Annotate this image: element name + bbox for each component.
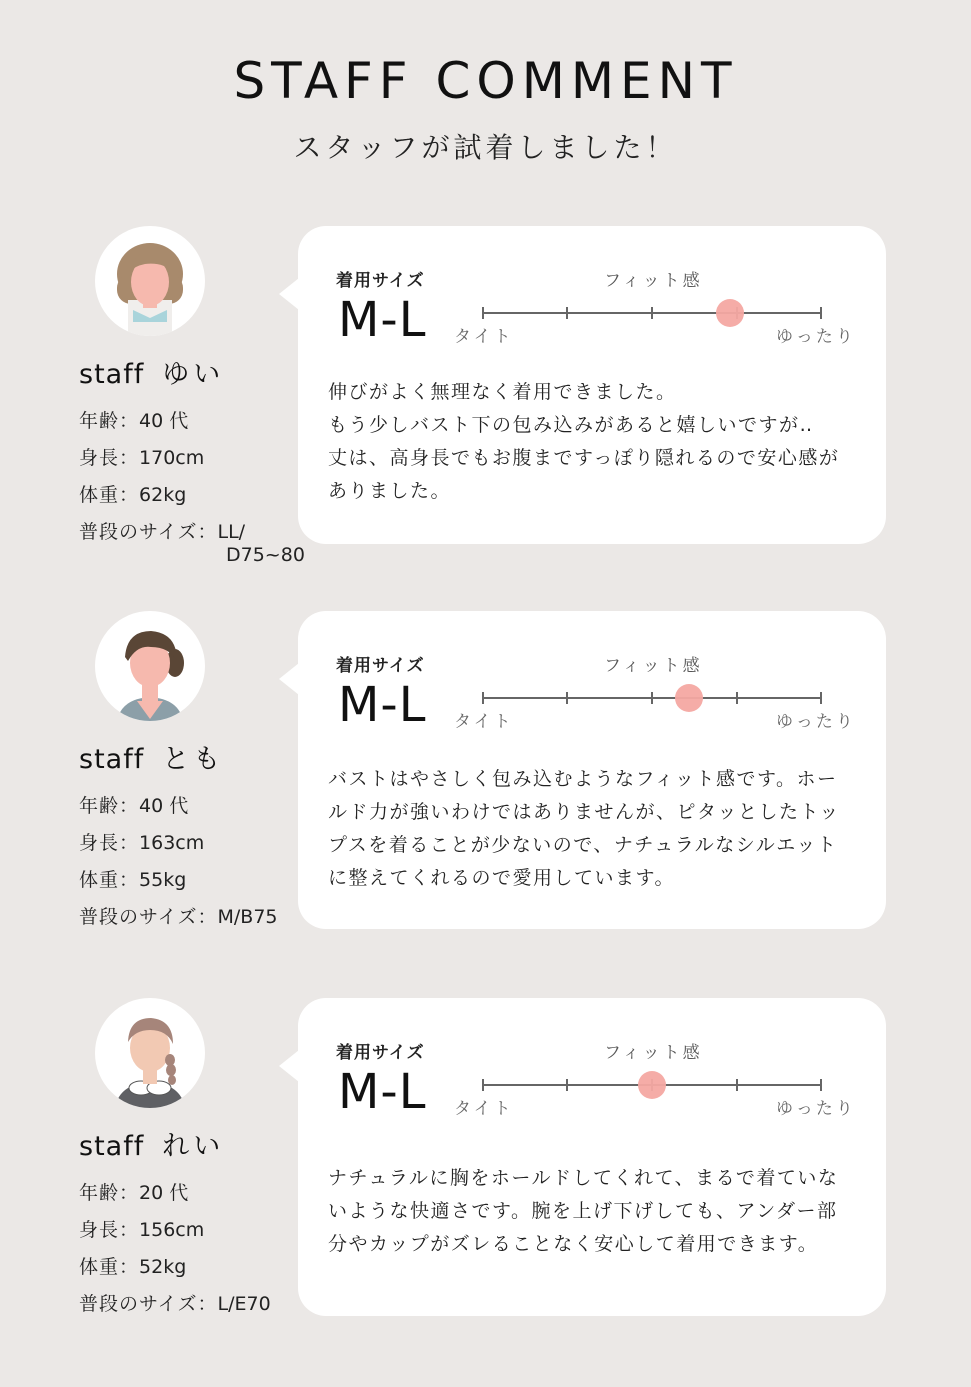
woman-braid-hair-avatar-icon <box>95 998 205 1108</box>
fit-tight-label: タイト <box>454 712 514 732</box>
fit-scale-tick <box>820 692 822 704</box>
fit-scale-tick <box>566 1079 568 1091</box>
staff-usual-size: 普段のサイズ：L/E70 <box>79 1293 271 1315</box>
fit-scale-tick <box>566 307 568 319</box>
staff-usual-size-line2: D75~80 <box>226 544 305 566</box>
fit-scale-tick <box>482 692 484 704</box>
staff-weight: 体重：62kg <box>79 484 187 506</box>
woman-wavy-hair-avatar-icon <box>95 226 205 336</box>
staff-card-yui <box>0 226 971 586</box>
staff-name: staff ゆい <box>79 359 225 390</box>
speech-bubble-tail <box>279 278 299 310</box>
fit-scale-tick <box>736 692 738 704</box>
fit-tight-label: タイト <box>454 327 514 347</box>
fit-label: フィット感 <box>604 656 703 676</box>
page-title: STAFF COMMENT <box>233 52 738 110</box>
fit-marker <box>638 1071 666 1099</box>
staff-age: 年齢：40 代 <box>79 410 189 432</box>
fit-loose-label: ゆったり <box>776 712 856 732</box>
fit-scale-tick <box>736 1079 738 1091</box>
staff-age: 年齢：40 代 <box>79 795 189 817</box>
fit-scale <box>482 697 822 699</box>
staff-comment: バストはやさしく包み込むようなフィット感です。ホー ルド力が強いわけではありませんが、ピタッとしたトッ プスを着ることが少ないので、ナチュラルなシルエット に整えてくれるので愛用しています。 <box>328 768 840 889</box>
fit-scale-tick <box>482 1079 484 1091</box>
staff-weight: 体重：55kg <box>79 869 187 891</box>
fit-tight-label: タイト <box>454 1099 514 1119</box>
staff-name: staff れい <box>79 1131 225 1162</box>
wear-size-value: M-L <box>338 677 427 733</box>
fit-scale-tick <box>651 307 653 319</box>
staff-comment: ナチュラルに胸をホールドしてくれて、まるで着ていな いような快適さです。腕を上げ下げしても、アンダー部 分やカップがズレることなく安心して着用できます。 <box>328 1167 839 1255</box>
fit-loose-label: ゆったり <box>776 327 856 347</box>
fit-scale-tick <box>482 307 484 319</box>
staff-age: 年齢：20 代 <box>79 1182 189 1204</box>
speech-bubble-tail <box>279 663 299 695</box>
staff-usual-size: 普段のサイズ：LL/ <box>79 521 246 543</box>
fit-label: フィット感 <box>604 1043 703 1063</box>
staff-height: 身長：170cm <box>79 447 205 469</box>
comment-bubble <box>298 998 886 1316</box>
fit-label: フィット感 <box>604 271 703 291</box>
staff-card-tomo <box>0 611 971 971</box>
wear-size-label: 着用サイズ <box>336 1043 425 1063</box>
woman-short-hair-avatar-icon <box>95 611 205 721</box>
fit-scale <box>482 312 822 314</box>
fit-scale-tick <box>820 1079 822 1091</box>
wear-size-label: 着用サイズ <box>336 271 425 291</box>
staff-height: 身長：156cm <box>79 1219 205 1241</box>
staff-usual-size: 普段のサイズ：M/B75 <box>79 906 278 928</box>
wear-size-value: M-L <box>338 292 427 348</box>
wear-size-value: M-L <box>338 1064 427 1120</box>
fit-scale <box>482 1084 822 1086</box>
wear-size-label: 着用サイズ <box>336 656 425 676</box>
comment-bubble <box>298 226 886 544</box>
fit-marker <box>716 299 744 327</box>
fit-scale-tick <box>820 307 822 319</box>
staff-height: 身長：163cm <box>79 832 205 854</box>
fit-scale-tick <box>651 692 653 704</box>
comment-bubble <box>298 611 886 929</box>
fit-loose-label: ゆったり <box>776 1099 856 1119</box>
staff-weight: 体重：52kg <box>79 1256 187 1278</box>
staff-card-rei <box>0 998 971 1358</box>
staff-comment: 伸びがよく無理なく着用できました。 もう少しバスト下の包み込みがあると嬉しいですが‥ 丈は、高身長でもお腹まですっぽり隠れるので安心感が ありました。 <box>328 381 840 502</box>
page-subtitle: スタッフが試着しました！ <box>293 131 678 164</box>
fit-scale-tick <box>566 692 568 704</box>
staff-name: staff とも <box>79 744 225 775</box>
fit-marker <box>675 684 703 712</box>
speech-bubble-tail <box>279 1050 299 1082</box>
